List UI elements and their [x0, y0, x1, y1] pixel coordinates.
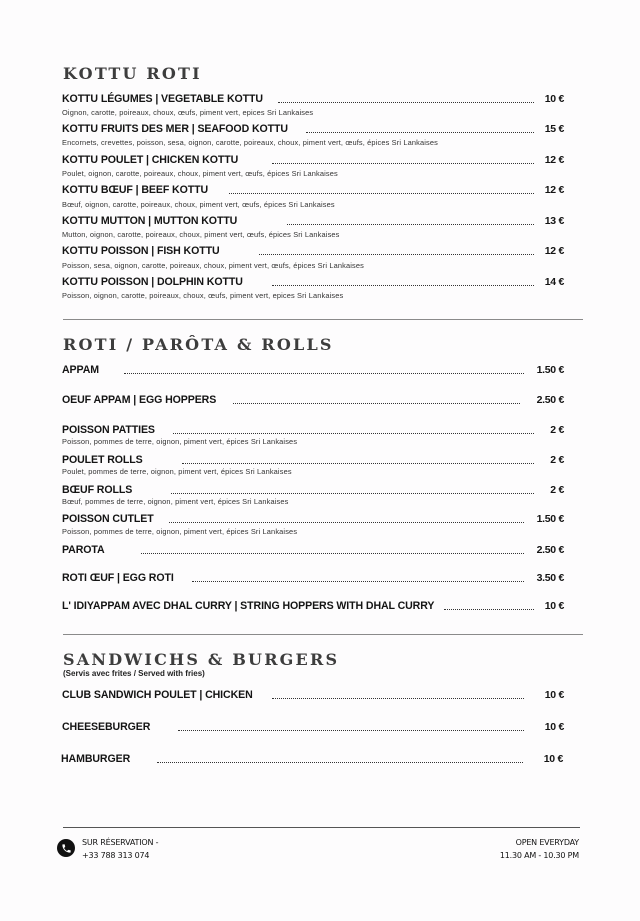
- item-name: PAROTA: [62, 544, 105, 556]
- item-description: Poulet, pommes de terre, oignon, piment vert, épices Sri Lankaises: [62, 467, 292, 476]
- item-price: 2 €: [550, 424, 564, 436]
- item-price: 12 €: [544, 154, 564, 166]
- item-price: 13 €: [544, 215, 564, 227]
- dot-leader: [157, 762, 523, 763]
- open-label: OPEN EVERYDAY: [515, 838, 579, 847]
- item-name: KOTTU LÉGUMES | VEGETABLE KOTTU: [62, 93, 263, 105]
- menu-item: [62, 689, 564, 703]
- reservation-label: SUR RÉSERVATION -: [82, 838, 159, 847]
- item-name: POULET ROLLS: [62, 454, 143, 466]
- section-subtitle: (Servis avec frites / Served with fries): [63, 669, 205, 678]
- menu-item: [62, 123, 564, 137]
- item-price: 15 €: [544, 123, 564, 135]
- item-name: CHEESEBURGER: [62, 721, 151, 733]
- item-name: HAMBURGER: [61, 753, 131, 765]
- item-name: POISSON CUTLET: [62, 513, 154, 525]
- section-title-roti-parota-rolls: ROTI / PARÔTA & ROLLS: [63, 335, 334, 354]
- dot-leader: [287, 224, 534, 225]
- menu-item: [62, 454, 564, 468]
- item-price: 10 €: [544, 721, 564, 733]
- item-name: KOTTU POULET | CHICKEN KOTTU: [62, 154, 239, 166]
- item-price: 10 €: [544, 93, 564, 105]
- menu-item: [62, 93, 564, 107]
- item-price: 2 €: [550, 454, 564, 466]
- item-name: CLUB SANDWICH POULET | CHICKEN: [62, 689, 253, 701]
- dot-leader: [278, 102, 534, 103]
- dot-leader: [173, 433, 534, 434]
- dot-leader: [272, 163, 534, 164]
- dot-leader: [192, 581, 524, 582]
- menu-item: [61, 753, 563, 767]
- item-price: 14 €: [544, 276, 564, 288]
- item-price: 2 €: [550, 484, 564, 496]
- section-title-kottu-roti: KOTTU ROTI: [63, 64, 202, 83]
- phone-icon: [57, 839, 75, 857]
- dot-leader: [444, 609, 534, 610]
- item-description: Poulet, oignon, carotte, poireaux, choux, piment vert, œufs, épices Sri Lankaises: [62, 169, 338, 178]
- menu-item: [62, 513, 564, 527]
- menu-item: [62, 544, 564, 558]
- item-description: Bœuf, pommes de terre, oignon, piment vert, épices Sri Lankaises: [62, 497, 289, 506]
- item-name: ROTI ŒUF | EGG ROTI: [62, 572, 174, 584]
- menu-item: [62, 600, 564, 614]
- item-price: 10 €: [543, 753, 563, 765]
- item-price: 2.50 €: [536, 544, 564, 556]
- item-name: KOTTU POISSON | DOLPHIN KOTTU: [62, 276, 243, 288]
- section-title-sandwichs-burgers: SANDWICHS & BURGERS: [63, 650, 340, 669]
- item-price: 10 €: [544, 689, 564, 701]
- item-price: 3.50 €: [536, 572, 564, 584]
- item-description: Poisson, pommes de terre, oignon, piment vert, épices Sri Lankaises: [62, 437, 298, 446]
- item-name: KOTTU POISSON | FISH KOTTU: [62, 245, 220, 257]
- menu-item: [62, 424, 564, 438]
- item-description: Bœuf, oignon, carotte, poireaux, choux, piment vert, œufs, épices Sri Lankaises: [62, 200, 335, 209]
- dot-leader: [233, 403, 520, 404]
- menu-item: [62, 484, 564, 498]
- item-price: 10 €: [544, 600, 564, 612]
- dot-leader: [178, 730, 524, 731]
- dot-leader: [272, 285, 534, 286]
- dot-leader: [272, 698, 524, 699]
- dot-leader: [141, 553, 524, 554]
- dot-leader: [182, 463, 534, 464]
- item-description: Oignon, carotte, poireaux, choux, œufs, piment vert, epices Sri Lankaises: [62, 108, 314, 117]
- item-price: 2.50 €: [536, 394, 564, 406]
- item-name: BŒUF ROLLS: [62, 484, 133, 496]
- section-divider: [63, 319, 583, 320]
- item-price: 12 €: [544, 184, 564, 196]
- menu-item: [62, 572, 564, 586]
- dot-leader: [169, 522, 524, 523]
- footer-divider: [63, 827, 580, 828]
- menu-item: [62, 276, 564, 290]
- dot-leader: [124, 373, 524, 374]
- menu-item: [62, 394, 564, 408]
- section-divider: [63, 634, 583, 635]
- menu-item: [62, 154, 564, 168]
- item-name: KOTTU FRUITS DES MER | SEAFOOD KOTTU: [62, 123, 288, 135]
- dot-leader: [306, 132, 534, 133]
- item-description: Mutton, oignon, carotte, poireaux, choux, piment vert, œufs, épices Sri Lankaises: [62, 230, 340, 239]
- item-price: 1.50 €: [536, 364, 564, 376]
- item-description: Poisson, oignon, carotte, poireaux, choux, œufs, piment vert, epices Sri Lankaises: [62, 291, 344, 300]
- opening-hours: 11.30 AM - 10.30 PM: [499, 851, 579, 860]
- item-name: KOTTU MUTTON | MUTTON KOTTU: [62, 215, 238, 227]
- item-name: L' IDIYAPPAM AVEC DHAL CURRY | STRING HOPPERS WITH DHAL CURRY: [62, 600, 435, 612]
- item-description: Poisson, sesa, oignon, carotte, poireaux, choux, piment vert, œufs, épices Sri Lankaises: [62, 261, 364, 270]
- item-name: OEUF APPAM | EGG HOPPERS: [62, 394, 217, 406]
- menu-item: [62, 184, 564, 198]
- item-name: KOTTU BŒUF | BEEF KOTTU: [62, 184, 209, 196]
- dot-leader: [229, 193, 534, 194]
- dot-leader: [171, 493, 534, 494]
- item-price: 1.50 €: [536, 513, 564, 525]
- menu-item: [62, 721, 564, 735]
- phone-number[interactable]: +33 788 313 074: [82, 851, 150, 860]
- menu-item: [62, 245, 564, 259]
- menu-item: [62, 215, 564, 229]
- dot-leader: [259, 254, 534, 255]
- item-name: POISSON PATTIES: [62, 424, 155, 436]
- item-name: APPAM: [62, 364, 99, 376]
- item-description: Encornets, crevettes, poisson, sesa, oignon, carotte, poireaux, choux, piment vert, œufs, épices Sri Lankaises: [62, 138, 438, 147]
- item-description: Poisson, pommes de terre, oignon, piment vert, épices Sri Lankaises: [62, 527, 298, 536]
- item-price: 12 €: [544, 245, 564, 257]
- menu-item: [62, 364, 564, 378]
